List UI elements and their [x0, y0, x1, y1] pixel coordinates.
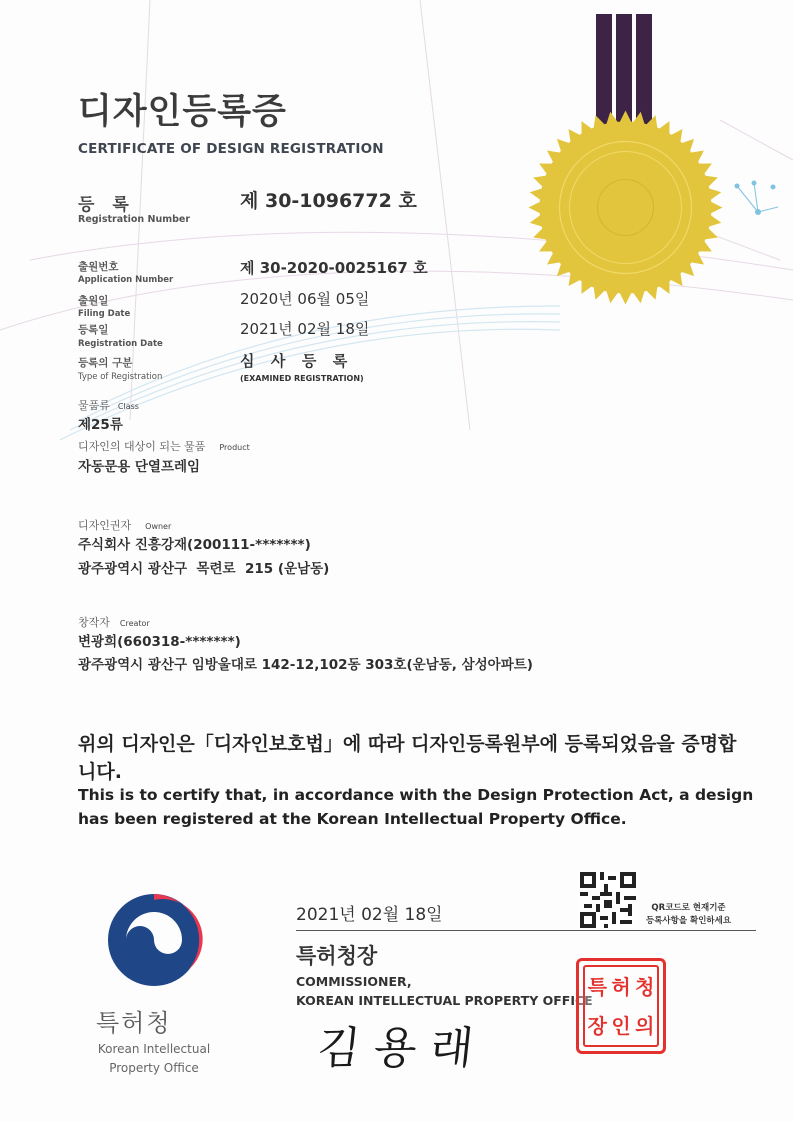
- certification-statement-english: This is to certify that, in accordance with the Design Protection Act, a design has been registered at the Korean Intellectual Property Office.: [78, 786, 754, 828]
- application-number-value: 제 30-2020-0025167 호: [240, 259, 428, 277]
- certification-statement-korean: 위의 디자인은「디자인보호법」에 따라 디자인등록원부에 등록되었음을 증명합니다.: [78, 733, 737, 783]
- signature-divider: [296, 930, 756, 931]
- registration-number: 제 30-1096772 호: [240, 190, 417, 212]
- stamp-char: 특: [587, 974, 607, 999]
- stamp-char: 인: [611, 1013, 631, 1038]
- commissioner-title-english: COMMISSIONER,: [296, 974, 412, 989]
- owner-label-korean: 디자인권자: [78, 519, 132, 532]
- application-number-label-korean: 출원번호: [78, 261, 119, 273]
- creator-label-english: Creator: [119, 619, 150, 628]
- product-value: 자동문용 단열프레임: [78, 459, 201, 475]
- class-label-english: Class: [117, 402, 139, 411]
- class-label-korean: 물품류: [78, 399, 110, 412]
- filing-date-value: 2020년 06월 05일: [240, 290, 370, 308]
- creator-name: 변광희(660318-*******): [78, 634, 241, 650]
- certificate-title-korean: 디자인등록증: [78, 92, 287, 132]
- stamp-char: 허: [611, 974, 631, 999]
- kipo-logo-korean: 특허청: [96, 1009, 172, 1037]
- owner-label: [78, 514, 171, 533]
- stamp-char: 의: [635, 1013, 655, 1038]
- qr-instruction-line-1: QR코드로 현재기준: [651, 903, 726, 913]
- registration-type-value: 심 사 등 록: [240, 352, 350, 370]
- qr-instruction-line-2: 등록사항을 확인하세요: [646, 916, 732, 926]
- registration-date-label-english: Registration Date: [78, 339, 163, 349]
- commissioner-signature: 김용래: [314, 1023, 490, 1074]
- kipo-logo-english: Korean Intellectual Property Office: [97, 1042, 211, 1075]
- product-label-english: Product: [219, 443, 250, 452]
- kipo-logo-icon: [104, 890, 204, 990]
- filing-date-label-korean: 출원일: [78, 295, 109, 307]
- registration-type-label-korean: 등록의 구분: [78, 357, 133, 369]
- registration-label-english: Registration Number: [78, 214, 191, 225]
- stamp-char: 장: [587, 1013, 607, 1038]
- certificate-title-english: CERTIFICATE OF DESIGN REGISTRATION: [78, 141, 384, 157]
- registration-type-label-english: Type of Registration: [78, 372, 163, 382]
- owner-name: 주식회사 진흥강재(200111-*******): [78, 537, 311, 553]
- commissioner-title-korean: 특허청장: [296, 944, 378, 968]
- product-label: [78, 435, 250, 454]
- qr-code-icon[interactable]: [580, 872, 636, 928]
- creator-address: 광주광역시 광산구 임방울대로 142-12,102동 303호(운남동, 삼성아파트): [78, 657, 533, 673]
- qr-instruction: [646, 902, 731, 928]
- official-stamp-icon: [576, 958, 666, 1054]
- office-name-english: KOREAN INTELLECTUAL PROPERTY OFFICE: [296, 993, 593, 1008]
- product-label-korean: 디자인의 대상이 되는 물품: [78, 440, 206, 453]
- gold-seal-icon: [528, 110, 723, 305]
- stamp-char: 청: [635, 974, 655, 999]
- registration-type-english: (EXAMINED REGISTRATION): [240, 374, 364, 383]
- registration-label-korean: 등 록: [78, 195, 135, 215]
- application-number-label-english: Application Number: [78, 275, 174, 285]
- owner-address: 광주광역시 광산구 목련로 215 (운남동): [78, 561, 330, 577]
- registration-date-label-korean: 등록일: [78, 324, 109, 336]
- creator-label: [78, 611, 150, 630]
- creator-label-korean: 창작자: [78, 616, 110, 629]
- owner-label-english: Owner: [145, 522, 172, 531]
- filing-date-label-english: Filing Date: [78, 309, 131, 319]
- class-label: [78, 394, 139, 413]
- class-value: 제25류: [78, 417, 123, 433]
- issue-date: 2021년 02월 18일: [296, 905, 443, 925]
- registration-date-value: 2021년 02월 18일: [240, 320, 370, 338]
